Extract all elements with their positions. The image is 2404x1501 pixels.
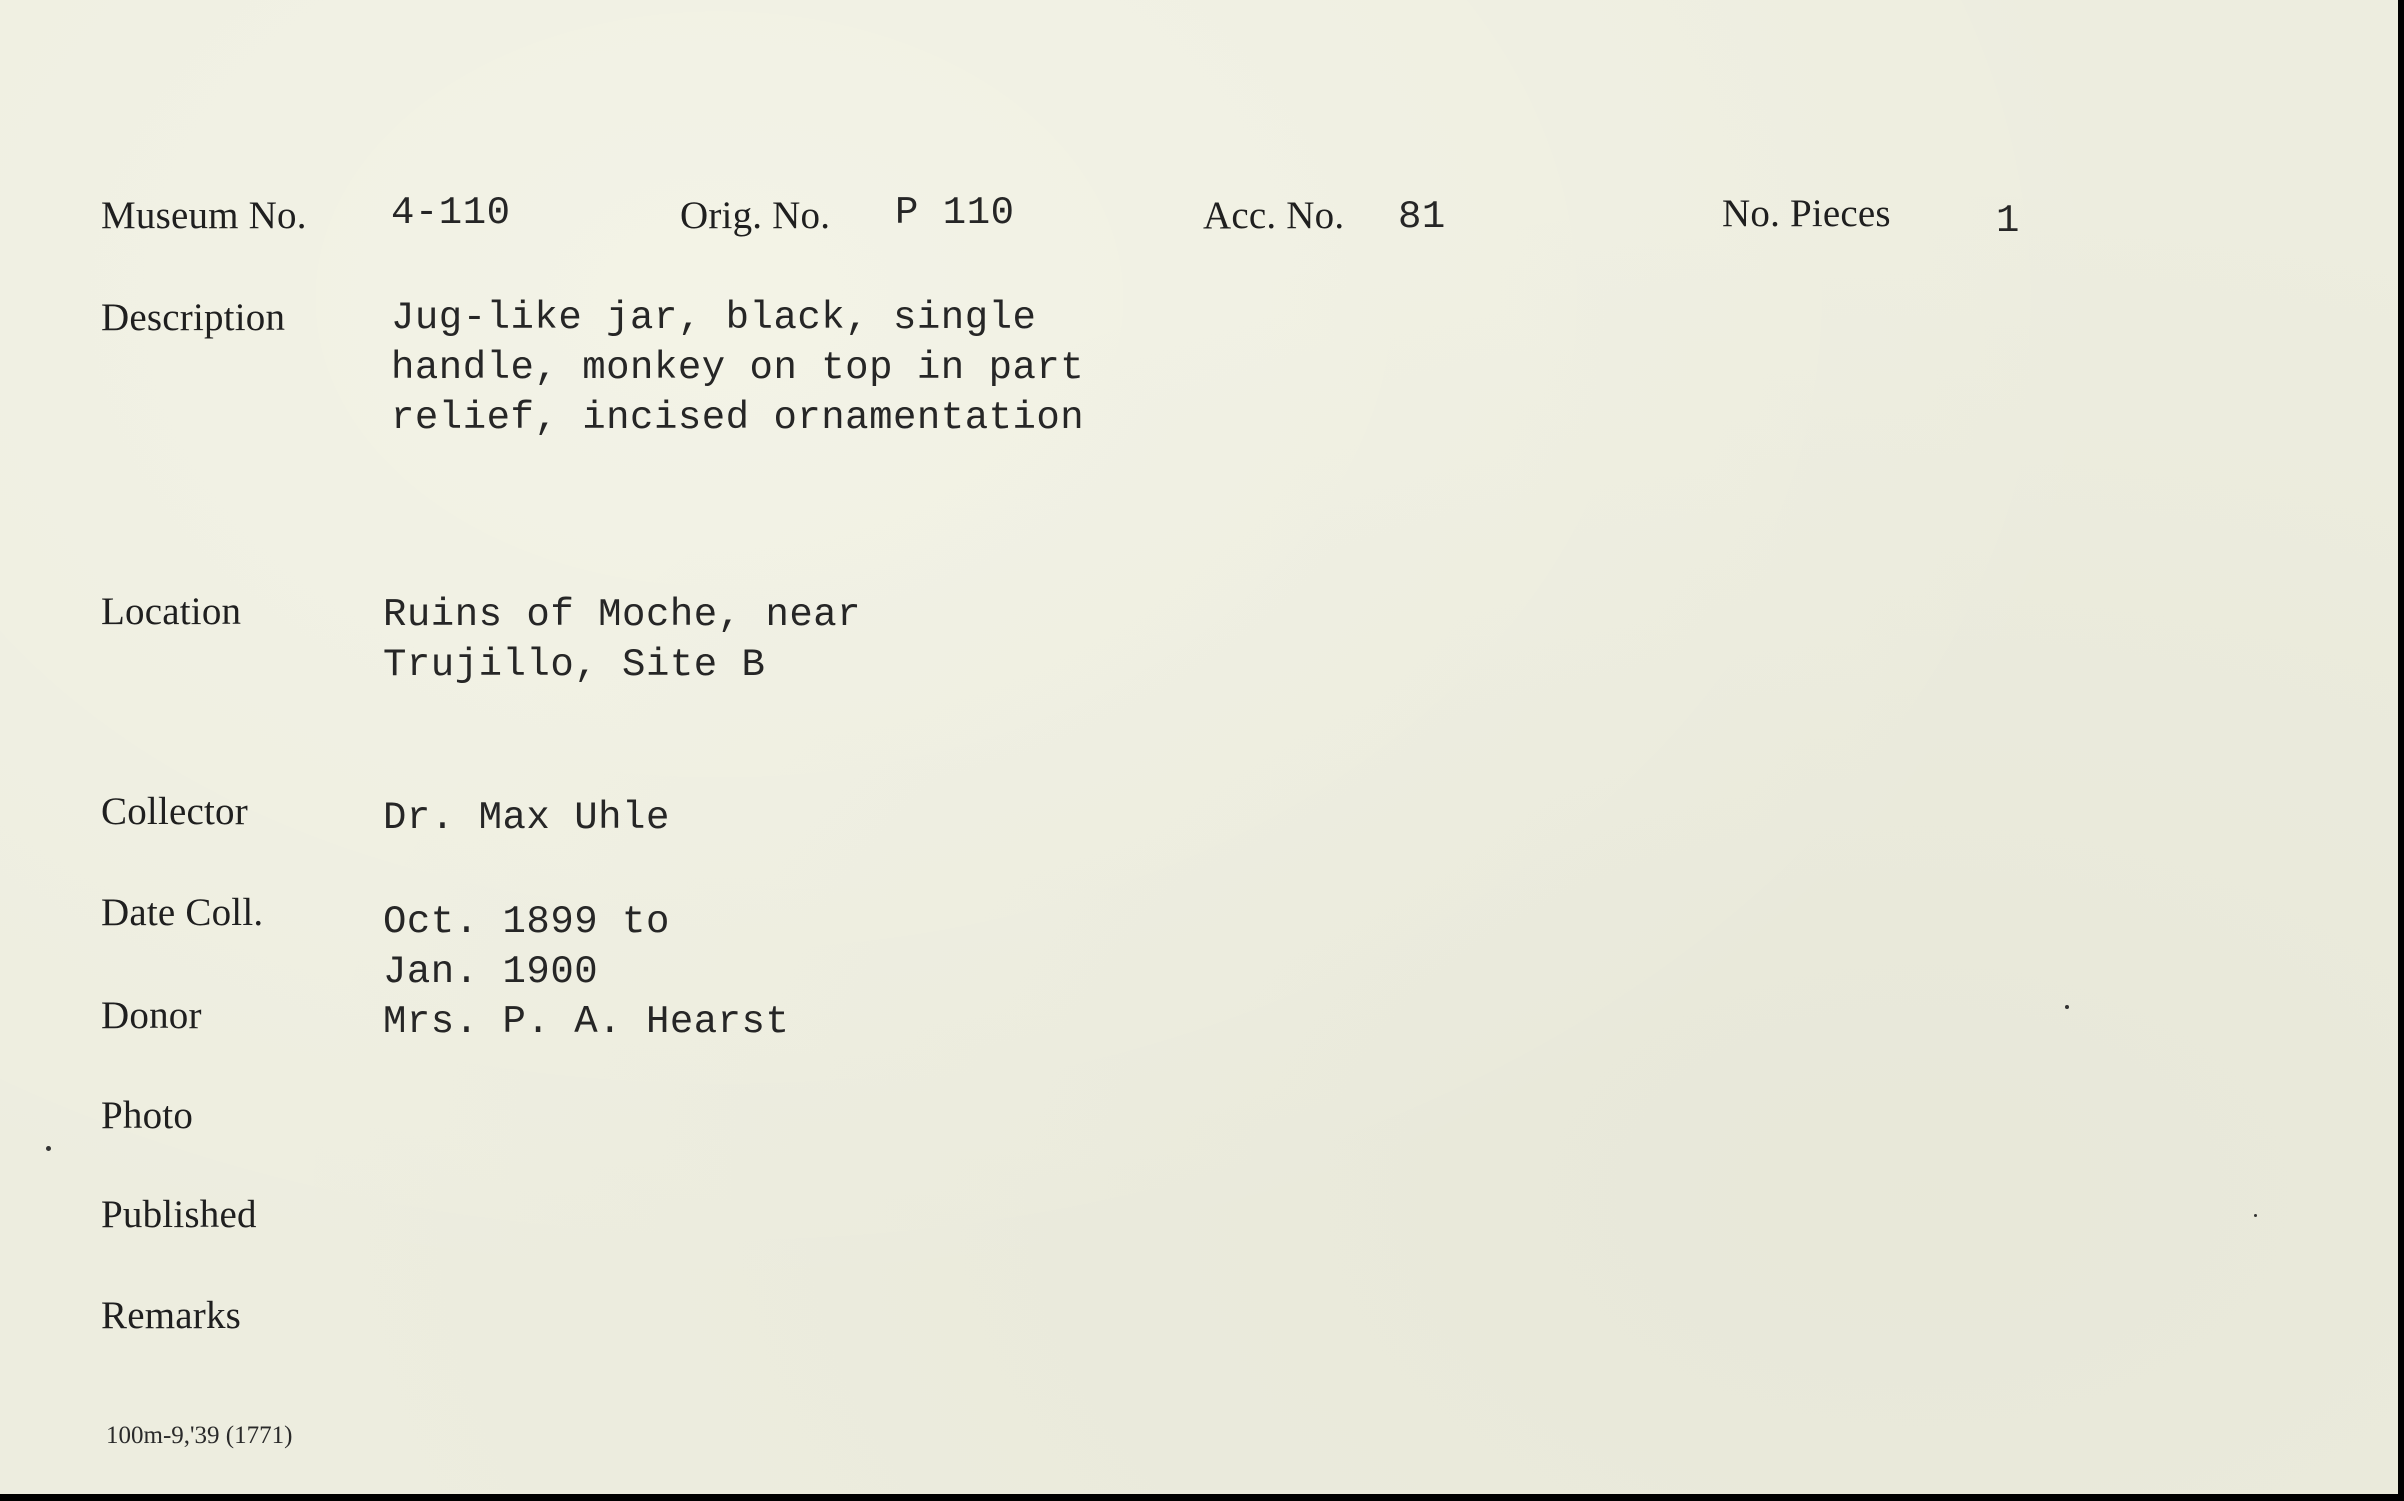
description-line: handle, monkey on top in part	[391, 346, 1085, 390]
donor-value: Mrs. P. A. Hearst	[383, 1000, 790, 1044]
published-label: Published	[101, 1193, 257, 1236]
location-line: Ruins of Moche, near	[383, 593, 862, 637]
date-coll-line: Jan. 1900	[383, 950, 599, 994]
speck-mark	[46, 1146, 51, 1151]
museum-no-value: 4-110	[391, 191, 511, 235]
print-code: 100m-9,'39 (1771)	[106, 1422, 293, 1449]
acc-no-label: Acc. No.	[1203, 194, 1345, 237]
orig-no-value: P 110	[895, 191, 1015, 235]
photo-label: Photo	[101, 1094, 194, 1137]
date-coll-label: Date Coll.	[101, 891, 264, 934]
museum-no-label: Museum No.	[101, 194, 307, 237]
acc-no-value: 81	[1398, 195, 1446, 239]
description-line: Jug-like jar, black, single	[391, 296, 1037, 340]
no-pieces-label: No. Pieces	[1722, 192, 1891, 235]
donor-label: Donor	[101, 994, 202, 1037]
date-coll-value	[383, 897, 670, 997]
collector-label: Collector	[101, 790, 248, 833]
speck-mark	[2065, 1005, 2069, 1009]
speck-mark	[2254, 1214, 2257, 1217]
location-line: Trujillo, Site B	[383, 643, 766, 687]
date-coll-line: Oct. 1899 to	[383, 900, 670, 944]
orig-no-label: Orig. No.	[680, 194, 831, 237]
remarks-label: Remarks	[101, 1294, 242, 1337]
no-pieces-value: 1	[1996, 199, 2020, 243]
location-value	[383, 590, 861, 690]
description-line: relief, incised ornamentation	[391, 396, 1085, 440]
collector-value: Dr. Max Uhle	[383, 796, 670, 840]
location-label: Location	[101, 590, 242, 633]
description-value	[391, 293, 1084, 443]
description-label: Description	[101, 296, 286, 339]
